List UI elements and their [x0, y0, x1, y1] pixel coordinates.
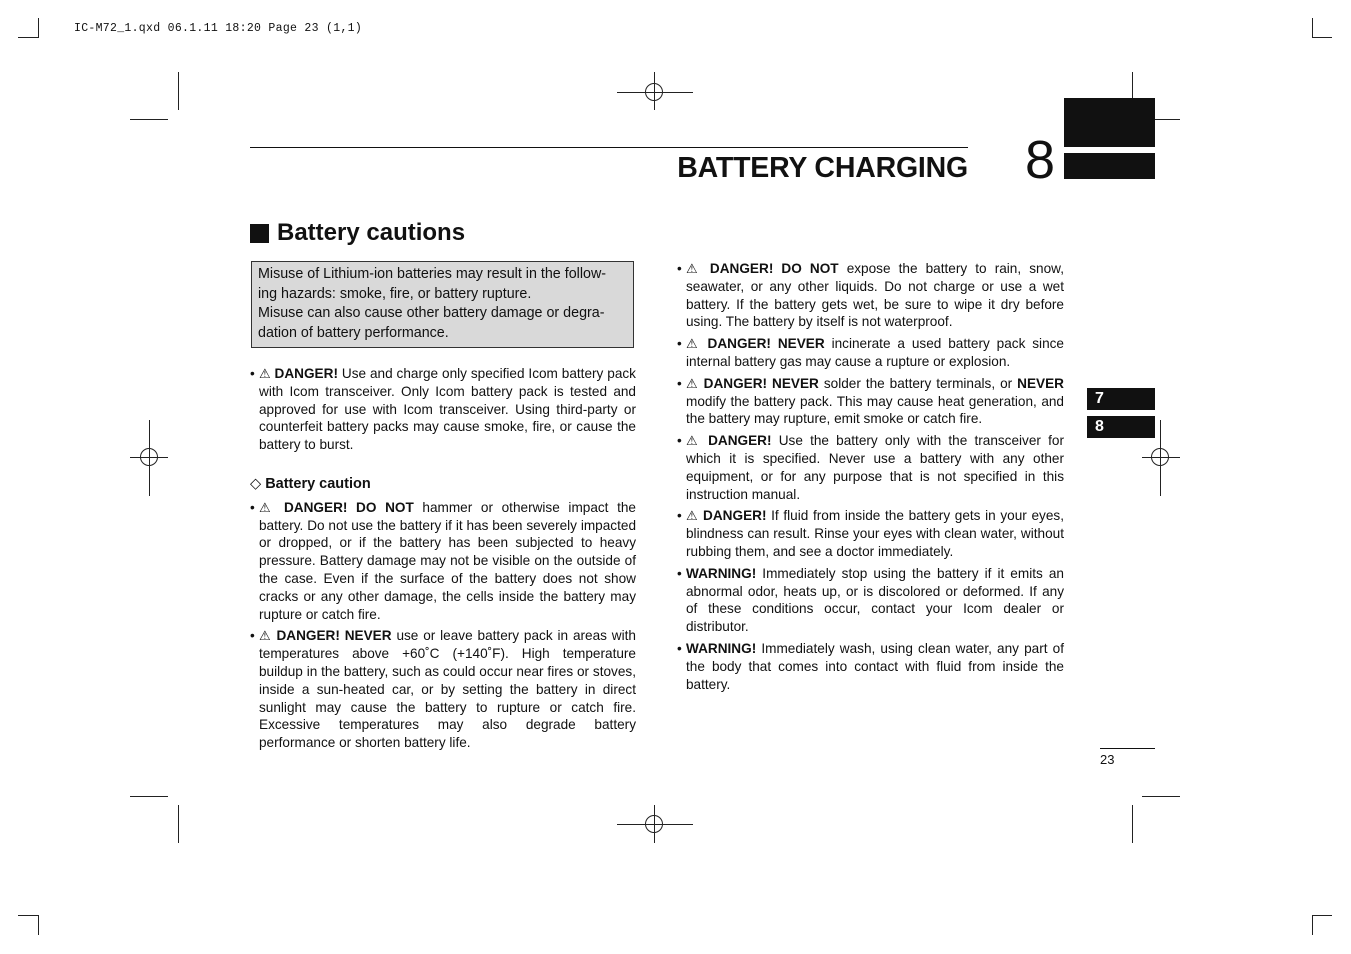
caution-label: DANGER! DO NOT — [709, 261, 847, 276]
square-bullet-icon — [250, 224, 269, 243]
caution-box — [251, 261, 634, 348]
caution-label: DANGER! — [703, 508, 772, 524]
caution-line: ing hazards: smoke, fire, or battery rupture. — [258, 285, 532, 302]
trim-mark — [130, 119, 168, 120]
warning-triangle-icon: ⚠ — [686, 336, 708, 352]
crop-mark — [18, 37, 38, 38]
caution-text: incinerate a used battery pack since internal battery gas may cause a rupture or explosion. — [686, 336, 1064, 369]
warning-label: WARNING! — [686, 565, 763, 581]
caution-label: DANGER! NEVER — [703, 375, 824, 391]
caution-text-secondary: modify the battery pack. This may cause heat generation, and the battery may rupture, emit smoke or catch fire. — [686, 393, 1064, 427]
crop-mark — [38, 18, 39, 38]
caution-label: DANGER! NEVER — [276, 628, 397, 644]
warning-triangle-icon: ⚠ — [686, 433, 709, 449]
caution-label-secondary: NEVER — [1017, 375, 1064, 391]
caution-label: DANGER! — [708, 433, 779, 449]
caution-item — [677, 260, 1064, 331]
subsection-heading-text: Battery caution — [265, 475, 371, 492]
diamond-icon: ◇ — [250, 475, 262, 492]
warning-triangle-icon: ⚠ — [686, 375, 704, 391]
chapter-tab-block-bottom — [1064, 153, 1155, 179]
warning-triangle-icon: ⚠ — [686, 508, 704, 524]
caution-text: hammer or otherwise impact the battery. Do not use the battery if it has been severely impacted or dropped, or if the battery has been subjected to heavy pressure. Battery damage may not be visible on the outside of the case. Even if the surface of the battery does not show cracks or any other damage, the cells inside the battery may rupture or catch fire. — [259, 499, 636, 622]
subsection-heading — [250, 476, 636, 494]
caution-label: DANGER! — [274, 366, 342, 381]
warning-item — [677, 640, 1064, 693]
registration-circle — [645, 815, 663, 833]
caution-text: use or leave battery pack in areas with temperatures above +60˚C (+140˚F). High temperature buildup in the battery, such as could occur near fires or stoves, inside a sun-heated car, or by setting the battery in direct sunlight may cause the battery to rupture or catch fire. Excessive temperatures may also degrade battery performance or shorten battery life. — [259, 628, 636, 751]
page-number: 23 — [1100, 752, 1115, 767]
crop-mark — [1312, 915, 1332, 916]
warning-triangle-icon: ⚠ — [259, 628, 277, 644]
bullet: • — [677, 261, 682, 276]
warning-triangle-icon: ⚠ — [259, 366, 275, 381]
crop-mark — [18, 915, 38, 916]
caution-item — [250, 365, 636, 454]
warning-triangle-icon: ⚠ — [259, 499, 284, 515]
caution-item — [677, 375, 1064, 428]
caution-text: solder the battery terminals, or — [823, 375, 1013, 391]
chapter-title: BATTERY CHARGING — [677, 152, 968, 184]
left-column — [250, 365, 636, 756]
caution-label: DANGER! DO NOT — [283, 499, 423, 515]
registration-circle — [1151, 448, 1169, 466]
registration-circle — [645, 83, 663, 101]
crop-mark — [1312, 37, 1332, 38]
caution-item — [250, 499, 636, 624]
caution-line: Misuse of Lithium-ion batteries may result in the follow- — [258, 266, 607, 282]
warning-text: Immediately stop using the battery if it emits an abnormal odor, heats up, or is discolored or deformed. If any of these conditions occur, contact your Icom dealer or distributor. — [686, 565, 1064, 635]
section-heading-text: Battery cautions — [277, 219, 466, 246]
bullet: • — [250, 366, 255, 381]
caution-text: Use and charge only specified Icom battery pack with Icom transceiver. Only Icom battery pack is tested and approved for use with Icom transceiver. Using third-party or counterfeit battery packs may cause smoke, fire, or cause the battery to burst. — [259, 366, 636, 453]
caution-text: expose the battery to rain, snow, seawater, or any other liquids. Do not charge or use a wet battery. If the battery gets wet, be sure to wipe it dry before using. The battery by itself is not waterproof. — [686, 261, 1064, 330]
section-heading — [250, 219, 465, 247]
registration-circle — [140, 448, 158, 466]
bullet: • — [677, 565, 682, 581]
bullet: • — [677, 336, 682, 352]
crop-mark — [38, 915, 39, 935]
trim-mark — [1142, 796, 1180, 797]
caution-item — [677, 335, 1064, 371]
bullet: • — [677, 508, 682, 524]
chapter-tab-block-top — [1064, 98, 1155, 147]
trim-mark — [178, 805, 179, 843]
right-column — [677, 260, 1064, 697]
warning-triangle-icon: ⚠ — [686, 261, 710, 276]
caution-line: dation of battery performance. — [258, 324, 449, 341]
trim-mark — [130, 796, 168, 797]
chapter-number: 8 — [1025, 130, 1056, 190]
caution-item — [250, 627, 636, 752]
caution-label: DANGER! NEVER — [707, 336, 832, 352]
crop-mark — [1312, 18, 1313, 38]
bullet: • — [250, 628, 255, 644]
bullet: • — [677, 640, 682, 656]
page-number-rule — [1100, 748, 1155, 749]
crop-mark — [1312, 915, 1313, 935]
side-tab-7[interactable]: 7 — [1087, 388, 1155, 410]
warning-label: WARNING! — [686, 640, 762, 656]
bullet: • — [677, 433, 682, 449]
header-rule — [250, 147, 968, 148]
side-tab-8[interactable]: 8 — [1087, 416, 1155, 438]
caution-item — [677, 507, 1064, 560]
caution-text: Use the battery only with the transceiver for which it is specified. Never use a battery with any other equipment, or for any purpose that is not specified in this instruction manual. — [686, 433, 1064, 502]
caution-item — [677, 432, 1064, 503]
trim-mark — [1132, 805, 1133, 843]
warning-item — [677, 565, 1064, 636]
trim-mark — [178, 72, 179, 110]
caution-line: Misuse can also cause other battery damage or degra- — [258, 305, 605, 322]
warning-text: Immediately wash, using clean water, any part of the body that comes into contact with fluid from inside the battery. — [686, 640, 1064, 692]
caution-text: If fluid from inside the battery gets in your eyes, blindness can result. Rinse your eyes with clean water, without rubbing them, and see a doctor immediately. — [686, 508, 1064, 559]
bullet: • — [250, 499, 255, 515]
file-header: IC-M72_1.qxd 06.1.11 18:20 Page 23 (1,1) — [74, 22, 363, 35]
bullet: • — [677, 375, 682, 391]
